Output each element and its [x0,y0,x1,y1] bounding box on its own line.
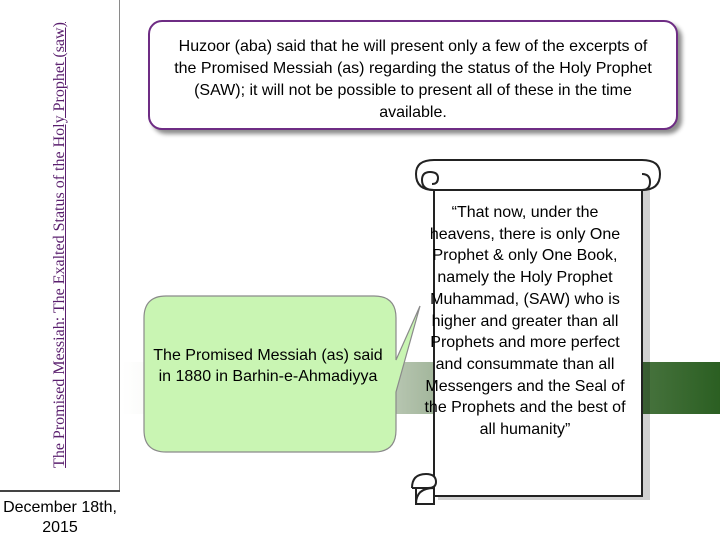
green-callout-shape [144,296,444,516]
scroll-quote-text: “That now, under the heavens, there is only One Prophet & only One Book, namely the Holy Prophet Muhammad, (SAW) who is higher and greater than all Prophets and more perfect and consummate than all Messengers and the Seal of the Prophets and the best of all humanity” [424,204,626,439]
green-callout-text: The Promised Messiah (as) said in 1880 in Barhin-e-Ahmadiyya [153,347,383,385]
sidebar-title: The Promised Messiah: The Exalted Status of the Holy Prophet (saw) [51,22,68,468]
top-callout-box [148,20,678,130]
sidebar-date: December 18th, 2015 [0,490,120,540]
top-callout-text: Huzoor (aba) said that he will present only a few of the excerpts of the Promised Messiah (as) regarding the status of the Holy Prophet (SAW); it will not be possible to present all of these in the time available. [174,38,652,121]
sidebar [0,0,120,540]
